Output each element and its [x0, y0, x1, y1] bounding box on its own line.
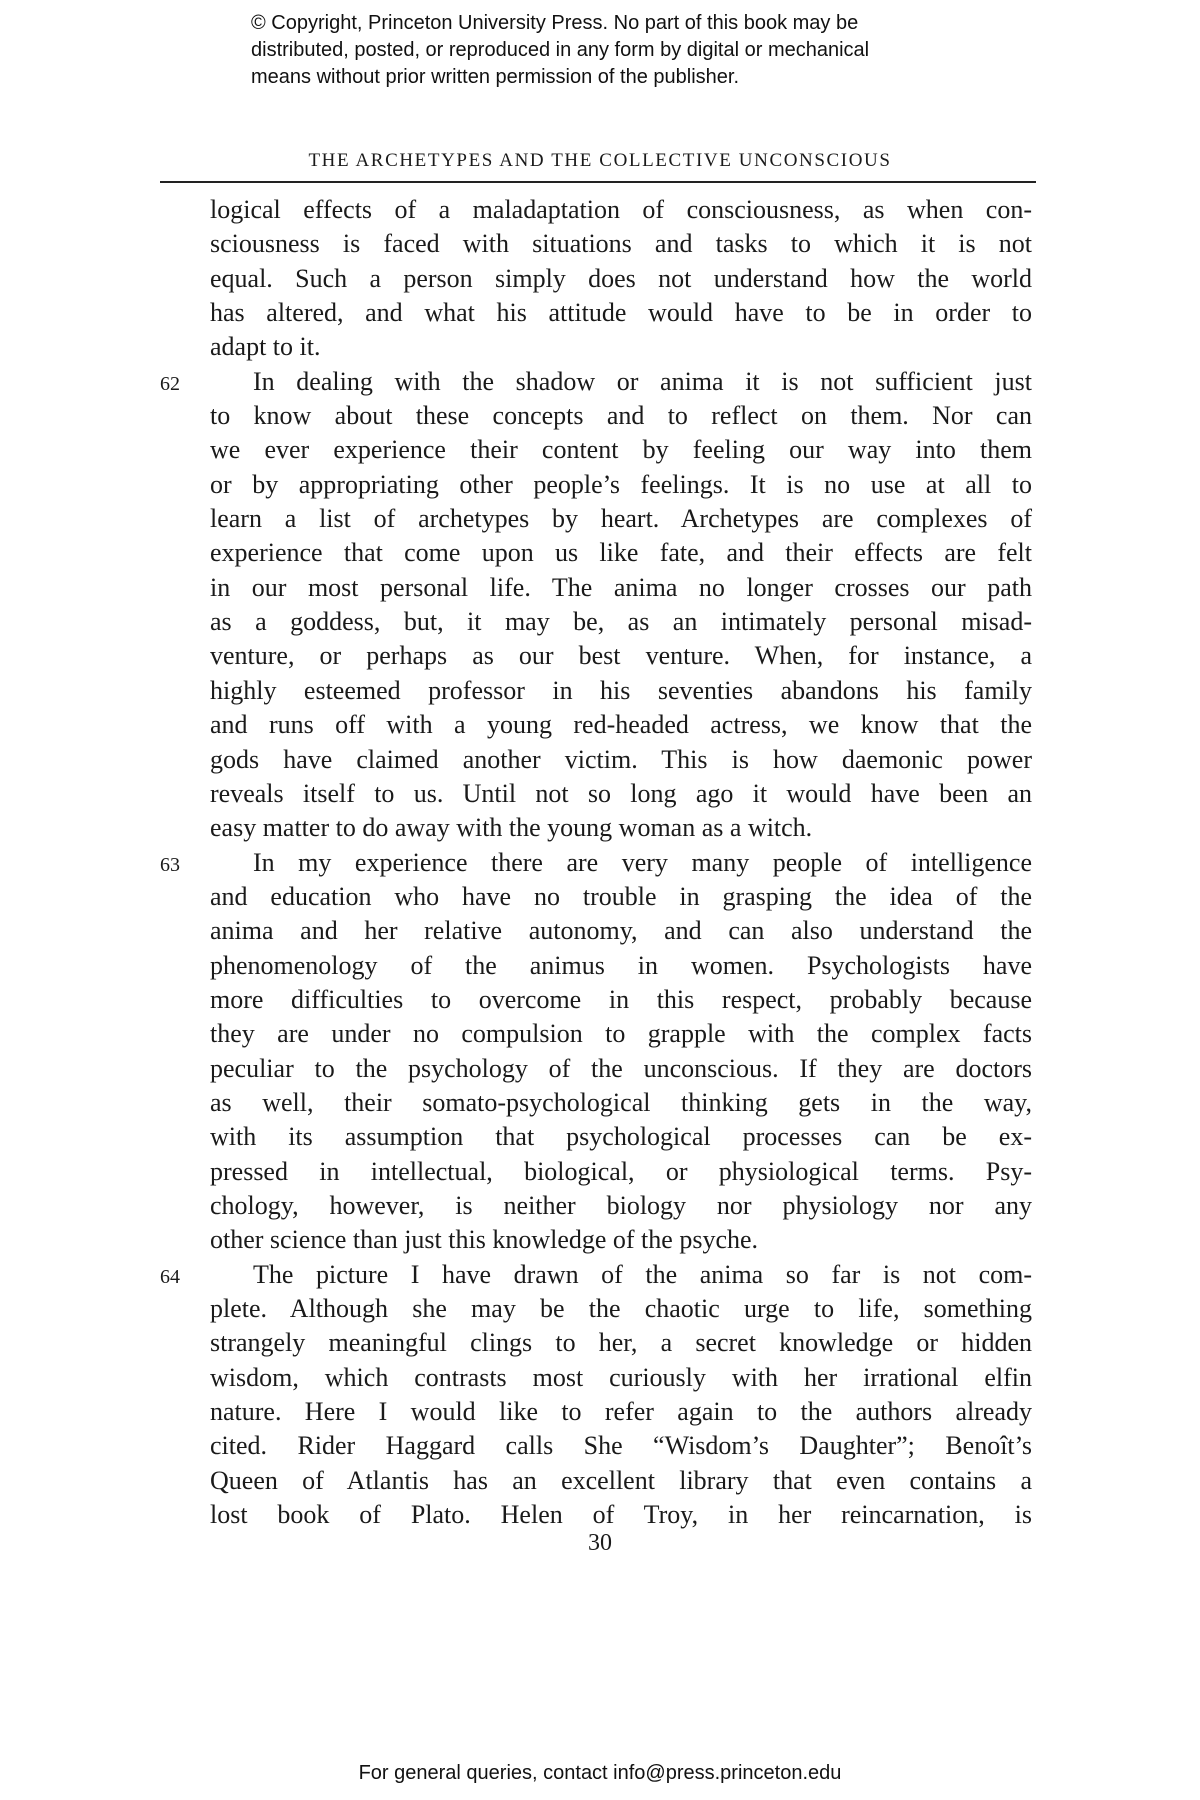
paragraph	[160, 365, 1032, 846]
text-line: and education who have no trouble in grasping the idea of the	[210, 881, 1032, 911]
paragraph	[210, 193, 1032, 365]
copyright-line: © Copyright, Princeton University Press. No part of this book may be	[251, 12, 859, 34]
paragraph	[160, 846, 1032, 1258]
text-line: logical effects of a maladaptation of consciousness, as when con-	[210, 195, 1032, 224]
copyright-line: means without prior written permission of the publisher.	[251, 66, 740, 88]
text-line: as a goddess, but, it may be, as an intimately personal misad-	[210, 607, 1032, 637]
text-line: equal. Such a person simply does not understand how the world	[210, 263, 1032, 293]
paragraph	[160, 1258, 1032, 1533]
text-line: plete. Although she may be the chaotic urge to life, something	[210, 1294, 1032, 1323]
text-line: learn a list of archetypes by heart. Archetypes are complexes of	[210, 504, 1032, 534]
running-head: THE ARCHETYPES AND THE COLLECTIVE UNCONSCIOUS	[308, 150, 892, 171]
text-line: to know about these concepts and to reflect on them. Nor can	[210, 401, 1032, 431]
text-line: lost book of Plato. Helen of Troy, in her reincarnation, is	[210, 1500, 1032, 1530]
paragraph-number: 62	[160, 372, 180, 395]
text-line: in our most personal life. The anima no longer crosses our path	[210, 572, 1032, 602]
text-line: In my experience there are very many people of intelligence	[253, 847, 1032, 877]
copyright-line: distributed, posted, or reproduced in any form by digital or mechanical	[251, 39, 870, 61]
text-line: nature. Here I would like to refer again to the authors already	[210, 1397, 1032, 1427]
paragraph-number: 63	[160, 853, 180, 876]
text-line: cited. Rider Haggard calls She “Wisdom’s Daughter”; Benoît’s	[210, 1431, 1032, 1461]
text-line: adapt to it.	[210, 332, 321, 362]
text-line: sciousness is faced with situations and tasks to which it is not	[210, 229, 1032, 259]
text-line: phenomenology of the animus in women. Psychologists have	[210, 950, 1032, 980]
text-line: and runs off with a young red-headed actress, we know that the	[210, 710, 1032, 740]
text-line: pressed in intellectual, biological, or physiological terms. Psy-	[210, 1156, 1032, 1186]
text-line: wisdom, which contrasts most curiously with her irrational elfin	[210, 1362, 1032, 1392]
footer-contact: For general queries, contact info@press.princeton.edu	[358, 1762, 842, 1784]
text-line: other science than just this knowledge of the psyche.	[210, 1225, 759, 1255]
paragraph-number: 64	[160, 1265, 180, 1288]
text-line: anima and her relative autonomy, and can also understand the	[210, 916, 1032, 946]
text-line: easy matter to do away with the young woman as a witch.	[210, 813, 813, 843]
text-line: as well, their somato-psychological thinking gets in the way,	[210, 1087, 1032, 1117]
text-line: venture, or perhaps as our best venture. When, for instance, a	[210, 641, 1032, 671]
text-line: reveals itself to us. Until not so long ago it would have been an	[210, 778, 1032, 808]
text-line: with its assumption that psychological processes can be ex-	[210, 1122, 1032, 1152]
text-line: Queen of Atlantis has an excellent library that even contains a	[210, 1465, 1032, 1495]
text-line: chology, however, is neither biology nor physiology nor any	[210, 1190, 1032, 1220]
text-line: has altered, and what his attitude would have to be in order to	[210, 298, 1032, 328]
header-rule	[160, 181, 1036, 183]
text-line: strangely meaningful clings to her, a secret knowledge or hidden	[210, 1328, 1032, 1358]
text-line: peculiar to the psychology of the unconscious. If they are doctors	[210, 1053, 1032, 1083]
text-line: highly esteemed professor in his seventies abandons his family	[210, 675, 1032, 705]
copyright-notice	[251, 10, 971, 91]
text-line: we ever experience their content by feeling our way into them	[210, 435, 1032, 465]
body-text	[160, 193, 1032, 1532]
text-line: more difficulties to overcome in this respect, probably because	[210, 984, 1032, 1014]
text-line: experience that come upon us like fate, and their effects are felt	[210, 538, 1032, 568]
text-line: gods have claimed another victim. This is how daemonic power	[210, 744, 1032, 774]
text-line: In dealing with the shadow or anima it is not sufficient just	[253, 366, 1032, 396]
page-number: 30	[588, 1530, 612, 1556]
text-line: they are under no compulsion to grapple with the complex facts	[210, 1019, 1032, 1049]
text-line: The picture I have drawn of the anima so far is not com-	[253, 1259, 1032, 1289]
text-line: or by appropriating other people’s feelings. It is no use at all to	[210, 469, 1032, 499]
